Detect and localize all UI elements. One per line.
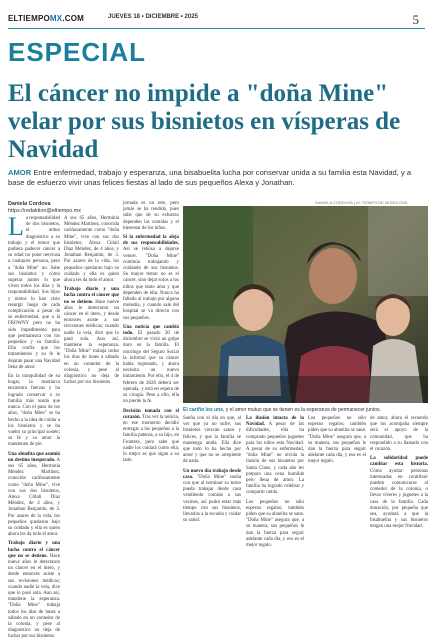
subhead: Trabajo diario y una lucha contra el cáncer que no se detiene. <box>64 287 119 305</box>
paragraph: A sus 65 años, Herminia Méndez Martínez, conocida cariñosamente como "doña Mine", vive con sus dos bisnietos, Alexa Citlali Díaz Méndez, de 4 años, y Jonathan Benjamín, de 3. Por azares de la vida, los pequeños quedaron bajo su cuidado y ella es quien ahora les da todo el amor. <box>64 216 119 284</box>
column-5 <box>308 416 366 554</box>
headline: El cáncer no impide a "doña Mine" velar por sus bisnietos en vísperas de Navidad <box>8 80 401 163</box>
paragraph: Decisión tomada con el corazón. Tras ver la noticia, en ese momento decidió entregar a los pequeños a la familia paterna, a su hijo, en Frontera, pero sabe que nadie los cuidará como ella; lo mejor es que sigan a su lado. <box>123 408 179 464</box>
brand-logo[interactable] <box>8 14 84 23</box>
brand-accent: MX <box>49 14 63 23</box>
brand-prefix: ELTIEMPO <box>8 14 50 23</box>
paragraph: Los pequeños no sólo esperan regalos; también piden que su abuelita se sane. "Doña Mine" asegura que, a su manera, sus pequeños le dan la fuerza para seguir adelante cada día, y eso es el mejor regalo. <box>308 416 366 465</box>
family-photo <box>183 206 428 403</box>
subhead: Una noticia que cambió todo. <box>123 324 179 337</box>
column-1 <box>8 212 61 640</box>
drop-cap: L <box>8 212 24 241</box>
column-3 <box>183 416 241 554</box>
paragraph: Trabajo diario y una lucha contra el cáncer que no se detiene. Hace nueve años le detectaron un cáncer en el útero, y desde entonces asiste a sus revisiones médicas; cuando nadie la veía, dice que lo pasó sola. Aun así, mantiene la esperanza. "Doña Mine" trabaja todos los días de lunes a sábado en un comedor de la colonia, y pese al diagnóstico no deja de luchar por sus bisnietos. <box>64 287 119 386</box>
deck-text: Entre enfermedad, trabajo y esperanza, una bisabuelita lucha por conservar unida a su familia esta Navidad, y a base de esfuerzo vivir unas felices fiestas al lado de sus pequeños Alexa y Jonathan. <box>8 168 412 187</box>
paragraph: La ilusión intacta de la Navidad. A pesar de las dificultades, ella ha comprado pequeños juguetes para los niños esta Navidad. A pesar de su enfermedad, "doña Mine" no olvida la ilusión de sus bisnietos por Santa Claus, y cada año les prepara una cena humilde pero llena de amor. La familia ha logrado celebrar y compartir unida. <box>246 416 305 496</box>
paragraph: jornada es un reto, pero jamás se ha rendido, pues sabe que de su esfuerzo dependen las comidas y el bienestar de los niños. <box>123 201 179 231</box>
subhead: Un nuevo día trabajo desde casa. <box>183 468 241 480</box>
paragraph: La solidaridad puede cambiar esta historia. Cómo ayudar: personas interesadas en contribuir pueden comunicarse al comedor de la colonia, o llevar víveres y juguetes a la casa de la familia. Cada donación, por pequeña que sea, ayudará a que la bisabuelita y sus bisnietos tengan una mejor Navidad. <box>370 456 428 530</box>
brand-suffix: .COM <box>62 14 84 23</box>
paragraph: Si la enfermedad la aleja de sus responsabilidades. Así se rehúsa a dejarse vencer. "Doña Mine" continúa trabajando y cuidando de sus bisnietos. Su mayor temor no es el cáncer, sino dejar solos a los niños que tanto ama y que dependen de ella. Nunca ha faltado al trabajo por alguna molestia, y cuando sale del hospital se va directo con sus pequeños. <box>123 235 179 321</box>
paragraph: de amor, ahora el recuerdo que los acompaña siempre será el apoyo de la comunidad, que ha respondido a su llamado con el corazón. <box>370 416 428 453</box>
family-photo-image <box>183 206 428 403</box>
column-1b <box>64 216 119 554</box>
paragraph: En la tranquilidad de su hogar, la matriarca encuentra fuerzas y ha logrado conservar a su familia más unida que nunca. Con el paso de los años, "doña Mine" se ha hecho a la idea de cuidar a los bisnietos y se ha vuelto su principal sostén; su fe y su amor la mantienen de pie. <box>8 374 60 448</box>
column-6 <box>370 416 428 554</box>
deck <box>8 168 426 188</box>
column-4 <box>246 416 304 554</box>
paragraph: Una abuelita que asumió un destino inesperado. A sus 65 años, Herminia Méndez Martínez, conocida cariñosamente como "doña Mine", vive con sus dos bisnietos, Alexa Citlali Díaz Méndez, de 4 años, y Jonathan Benjamín, de 3. Por azares de la vida, los pequeños quedaron bajo su cuidado y ella es quien ahora les da todo el amor. <box>8 451 60 538</box>
subhead: Una abuelita que asumió un destino inesperado. <box>8 451 60 463</box>
subhead: Decisión tomada con el corazón. <box>123 408 179 420</box>
paragraph: La responsabilidad de dos bisnietos, el arduo diagnóstico a su trabajo y el temor que pudiera padecer cáncer a su edad no pone nerviosa a cualquier persona, pero a "doña Mine" no. Sabe sus bisnietos y cómo superar juntos lo que viven todos los días y la responsabilidad. Sus hijos y nietos lo han visto resurgir luego de cada complicación a pesar de su enfermedad, que a la FROWNY pero no ha sido impedimento para que permanezca con los pequeños y su familia. Ella confía que los tratamientos y su fe le dejarán pasar una Navidad llena de amor. <box>8 212 61 370</box>
masthead <box>8 12 425 32</box>
paragraph: Un nuevo día trabajo desde casa. "Doña Mine" sueña con que al terminar su turno pueda trabajar desde casa vendiendo comida a sus vecinos, así podrá estar más tiempo con sus bisnietos, llevarlos a la escuela y cuidar su salud. <box>183 468 241 524</box>
subhead: La solidaridad puede cambiar esta historia. <box>370 456 428 468</box>
column-2 <box>123 201 179 554</box>
caption-lead: El cariño los une <box>183 407 224 413</box>
photo-caption <box>183 407 428 413</box>
author-name: Daniela Cordova <box>8 201 51 207</box>
paragraph: Los pequeños no sólo esperan regalos; también piden que su abuelita se sane. "Doña Mine" asegura que, a su manera, sus pequeños le dan la fuerza para seguir adelante cada día, y eso es el mejor regalo. <box>246 499 304 549</box>
page-number: 5 <box>412 12 419 27</box>
paragraph: Sueña con el día en que, al ver que ya no sufre, sus bisnietos crezcan sanos y felices, y que la familia se mantenga unida. Ella dice que todo lo ha hecho por amor y que no se arrepiente de nada. <box>183 416 241 465</box>
issue-date: JUEVES 18 • DICIEMBRE • 2025 <box>108 14 198 20</box>
deck-lead: AMOR <box>8 168 32 177</box>
author-email[interactable]: https://redaktion@eltiempo.mx <box>8 207 81 214</box>
caption-text: , y el amor mutuo que se tienen es la esperanza de permanecer juntos. <box>223 407 381 413</box>
section-label: ESPECIAL <box>8 37 147 67</box>
paragraph: Trabajo diario y una lucha contra el cáncer que no se detiene. Hace nueve años le detectaron un cáncer en el útero, y desde entonces asiste a sus revisiones médicas; cuando nadie la veía, dice que lo pasó sola. Aun así, mantiene la esperanza. "Doña Mine" trabaja todos los días de lunes a sábado en un comedor de la colonia, y pese al diagnóstico no deja de luchar por sus bisnietos. <box>8 541 60 640</box>
paragraph: Una noticia que cambió todo. El pasado 20 de diciembre se vivió un golpe duro en la familia. El oncólogo del Seguro Social la informó que su cáncer había regresado, y ahora necesita un nuevo tratamiento. Por ello, el 4 de febrero de 2026 deberá ser operada, y está en espera de su cirugía. Pese a ello, ella no pierde la fe. <box>123 324 179 405</box>
photo-credit: DANIELA CORDOVA | EL TIEMPO DE MONCLOVA <box>315 200 408 205</box>
header-rule <box>8 28 425 29</box>
subhead: La ilusión intacta de la Navidad. <box>246 416 304 428</box>
subhead: Si la enfermedad la aleja de sus responsabilidades. <box>123 235 179 247</box>
subhead: Trabajo diario y una lucha contra el cáncer que no se detiene. <box>8 541 60 559</box>
